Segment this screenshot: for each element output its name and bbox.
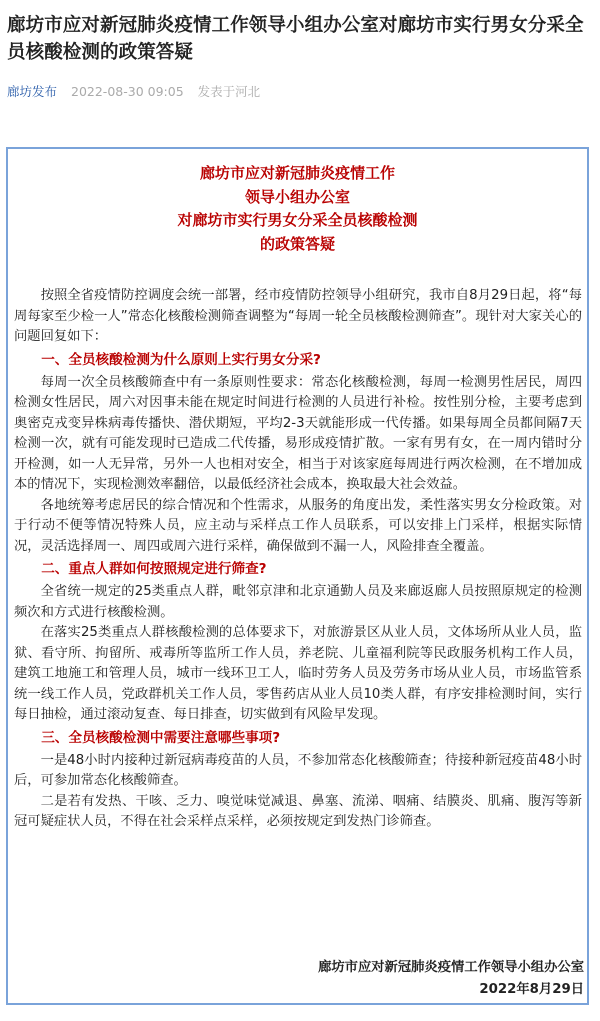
- paragraph: 各地统筹考虑居民的综合情况和个性需求，从服务的角度出发，柔性落实男女分检政策。对于行动不便等情况特殊人员，应主动与采样点工作人员联系，可以安排上门采样，根据实际情况，灵活选择周一、周四或周六进行采样，确保做到不漏一人，风险排查全覆盖。: [14, 497, 582, 554]
- signature-block: [318, 957, 584, 1001]
- article-title: 廊坊市应对新冠肺炎疫情工作领导小组办公室对廊坊市实行男女分采全员核酸检测的政策答疑: [7, 15, 584, 63]
- heading-line: 对廊坊市实行男女分采全员核酸检测: [177, 211, 418, 229]
- paragraph: 每周一次全员核酸筛查中有一条原则性要求：常态化核酸检测，每周一检测男性居民，周四检测女性居民，周六对因事未能在规定时间进行检测的人员进行补检。按性别分检，主要考虑到奥密克戎变异株病毒传播快、潜伏期短，平均2-3天就能形成一代传播。如果每周全员都间隔7天检测一次，就有可能发现时已造成二代传播，易形成疫情扩散。一家有男有女，在一周内错时分开检测，如一人无异常，另外一人也相对安全，相当于对该家庭每周进行两次检测，在不增加成本的情况下，实现检测效率翻倍，以最低经济社会成本，换取最大社会效益。: [14, 374, 582, 492]
- heading-line: 的政策答疑: [259, 234, 335, 253]
- section-title-1: 一、全员核酸检测为什么原则上实行男女分采?: [41, 351, 321, 368]
- publish-time: 2022-08-30 09:05: [71, 84, 184, 99]
- section-title-3: 三、全员核酸检测中需要注意哪些事项?: [41, 729, 281, 746]
- paragraph: 一是48小时内接种过新冠病毒疫苗的人员，不参加常态化核酸筛查；待接种新冠疫苗48小时后，可参加常态化核酸筛查。: [14, 752, 582, 788]
- paragraph: 二是若有发热、干咳、乏力、嗅觉味觉减退、鼻塞、流涕、咽痛、结膜炎、肌痛、腹泻等新冠可疑症状人员，不得在社会采样点采样，必须按规定到发热门诊筛查。: [14, 793, 582, 829]
- signature-org: 廊坊市应对新冠肺炎疫情工作领导小组办公室: [318, 960, 584, 975]
- paragraph: 全省统一规定的25类重点人群，毗邻京津和北京通勤人员及来廊返廊人员按照原规定的检测频次和方式进行核酸检测。: [14, 584, 582, 620]
- section-title-2: 二、重点人群如何按照规定进行筛查?: [41, 561, 267, 577]
- heading-line: 廊坊市应对新冠肺炎疫情工作: [199, 164, 395, 182]
- heading-line: 领导小组办公室: [244, 187, 350, 206]
- paragraph: 在落实25类重点人群核酸检测的总体要求下，对旅游景区从业人员，文体场所从业人员，监狱、看守所、拘留所、戒毒所等监所工作人员，养老院、儿童福利院等民政服务机构工作人员，建筑工地施工和管理人员，城市一线环卫工人，临时劳务人员及劳务市场从业人员，市场监管系统一线工作人员，党政群机关工作人员，零售药店从业人员10类人群，有序安排检测时间，实行每日抽检，通过滚动复查、每日排查，切实做到有风险早发现。: [14, 625, 582, 722]
- source-link[interactable]: 廊坊发布: [7, 84, 58, 99]
- signature-date: 2022年8月29日: [479, 982, 584, 997]
- document-heading: [6, 162, 589, 256]
- article-meta: [7, 82, 260, 102]
- document-body: [14, 286, 582, 833]
- publish-location: 发表于河北: [197, 84, 261, 99]
- intro-paragraph: 按照全省疫情防控调度会统一部署，经市疫情防控领导小组研究，我市自8月29日起，将“每周每家至少检一人”常态化核酸检测筛查调整为“每周一轮全员核酸检测筛查”。现针对大家关心的问题回复如下：: [14, 288, 582, 344]
